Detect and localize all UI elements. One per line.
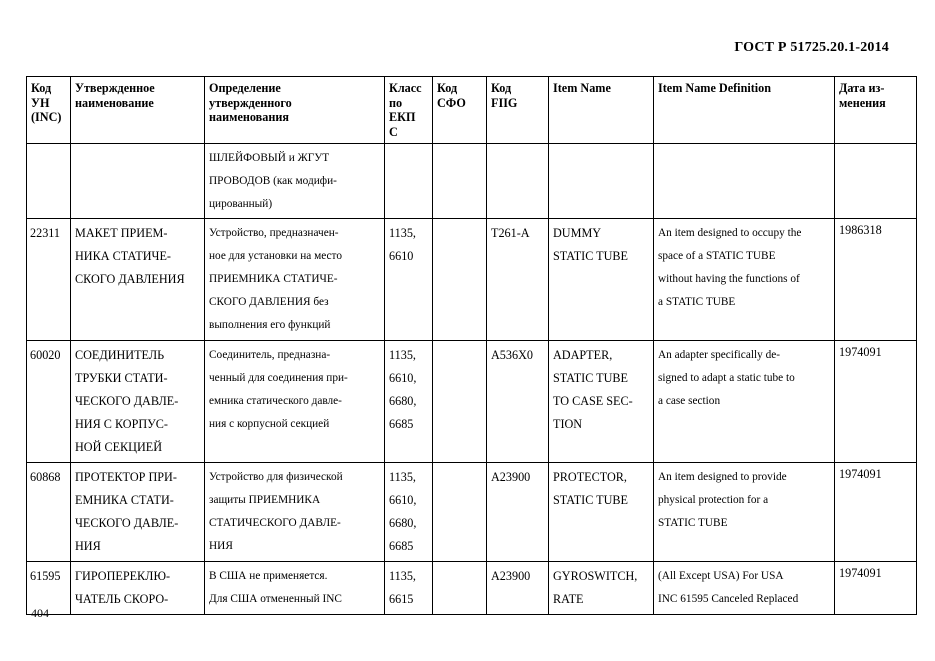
fiig-cell: [487, 144, 549, 219]
col-fiig-header: Код FIIG: [487, 77, 549, 144]
name-cell: МАКЕТ ПРИЕМ- НИКА СТАТИЧЕ- СКОГО ДАВЛЕНИЯ: [71, 219, 205, 341]
date-cell: [835, 144, 917, 219]
col-sfo-header: Код СФО: [433, 77, 487, 144]
sfo-cell: [433, 144, 487, 219]
inc-cell: 60020: [27, 341, 71, 463]
class-cell: 1135, 6610: [385, 219, 433, 341]
item-definition-cell: An item designed to provide physical protection for a STATIC TUBE: [654, 463, 835, 562]
class-cell: 1135, 6610, 6680, 6685: [385, 463, 433, 562]
inc-cell: 60868: [27, 463, 71, 562]
fiig-cell: A23900: [487, 562, 549, 615]
col-class-header: Класс по ЕКП С: [385, 77, 433, 144]
name-cell: СОЕДИНИТЕЛЬ ТРУБКИ СТАТИ- ЧЕСКОГО ДАВЛЕ- НИЯ С КОРПУС- НОЙ СЕКЦИЕЙ: [71, 341, 205, 463]
col-item-definition-header: Item Name Definition: [654, 77, 835, 144]
table-row: [27, 463, 917, 562]
date-cell: 1974091: [835, 562, 917, 615]
sfo-cell: [433, 562, 487, 615]
inc-cell: 61595: [27, 562, 71, 615]
sfo-cell: [433, 341, 487, 463]
col-item-name-header: Item Name: [549, 77, 654, 144]
inc-cell: 22311: [27, 219, 71, 341]
fiig-cell: A23900: [487, 463, 549, 562]
table-row: [27, 341, 917, 463]
table-row: [27, 219, 917, 341]
date-cell: 1974091: [835, 341, 917, 463]
table-row: [27, 144, 917, 219]
item-definition-cell: An item designed to occupy the space of a STATIC TUBE without having the functions of a STATIC TUBE: [654, 219, 835, 341]
definition-cell: Устройство, предназначен- ное для установки на место ПРИЕМНИКА СТАТИЧЕ- СКОГО ДАВЛЕНИЯ без выполнения его функций: [205, 219, 385, 341]
class-cell: 1135, 6610, 6680, 6685: [385, 341, 433, 463]
page-number: 404: [31, 606, 49, 620]
class-cell: 1135, 6615: [385, 562, 433, 615]
col-name-header: Утвержденное наименование: [71, 77, 205, 144]
item-name-cell: PROTECTOR, STATIC TUBE: [549, 463, 654, 562]
name-cell: ГИРОПЕРЕКЛЮ- ЧАТЕЛЬ СКОРО-: [71, 562, 205, 615]
item-name-cell: GYROSWITCH, RATE: [549, 562, 654, 615]
inc-cell: [27, 144, 71, 219]
definition-cell: Устройство для физической защиты ПРИЕМНИКА СТАТИЧЕСКОГО ДАВЛЕ- НИЯ: [205, 463, 385, 562]
item-definition-cell: [654, 144, 835, 219]
item-name-cell: ADAPTER, STATIC TUBE TO CASE SEC- TION: [549, 341, 654, 463]
date-cell: 1986318: [835, 219, 917, 341]
definition-cell: ШЛЕЙФОВЫЙ и ЖГУТ ПРОВОДОВ (как модифи- цированный): [205, 144, 385, 219]
definition-cell: Соединитель, предназна- ченный для соединения при- емника статического давле- ния с корпусной секцией: [205, 341, 385, 463]
sfo-cell: [433, 219, 487, 341]
col-definition-header: Определение утвержденного наименования: [205, 77, 385, 144]
col-date-header: Дата из- менения: [835, 77, 917, 144]
sfo-cell: [433, 463, 487, 562]
fiig-cell: A536X0: [487, 341, 549, 463]
name-cell: ПРОТЕКТОР ПРИ- ЕМНИКА СТАТИ- ЧЕСКОГО ДАВЛЕ- НИЯ: [71, 463, 205, 562]
col-inc-header: Код УН (INC): [27, 77, 71, 144]
definition-cell: В США не применяется. Для США отмененный INC: [205, 562, 385, 615]
fiig-cell: T261-A: [487, 219, 549, 341]
item-definition-cell: An adapter specifically de- signed to adapt a static tube to a case section: [654, 341, 835, 463]
item-definition-cell: (All Except USA) For USA INC 61595 Canceled Replaced: [654, 562, 835, 615]
catalog-table: [26, 76, 917, 615]
date-cell: 1974091: [835, 463, 917, 562]
name-cell: [71, 144, 205, 219]
table-row: [27, 562, 917, 615]
class-cell: [385, 144, 433, 219]
item-name-cell: DUMMY STATIC TUBE: [549, 219, 654, 341]
item-name-cell: [549, 144, 654, 219]
header-row: [27, 77, 917, 144]
standard-number: ГОСТ Р 51725.20.1-2014: [734, 40, 889, 55]
